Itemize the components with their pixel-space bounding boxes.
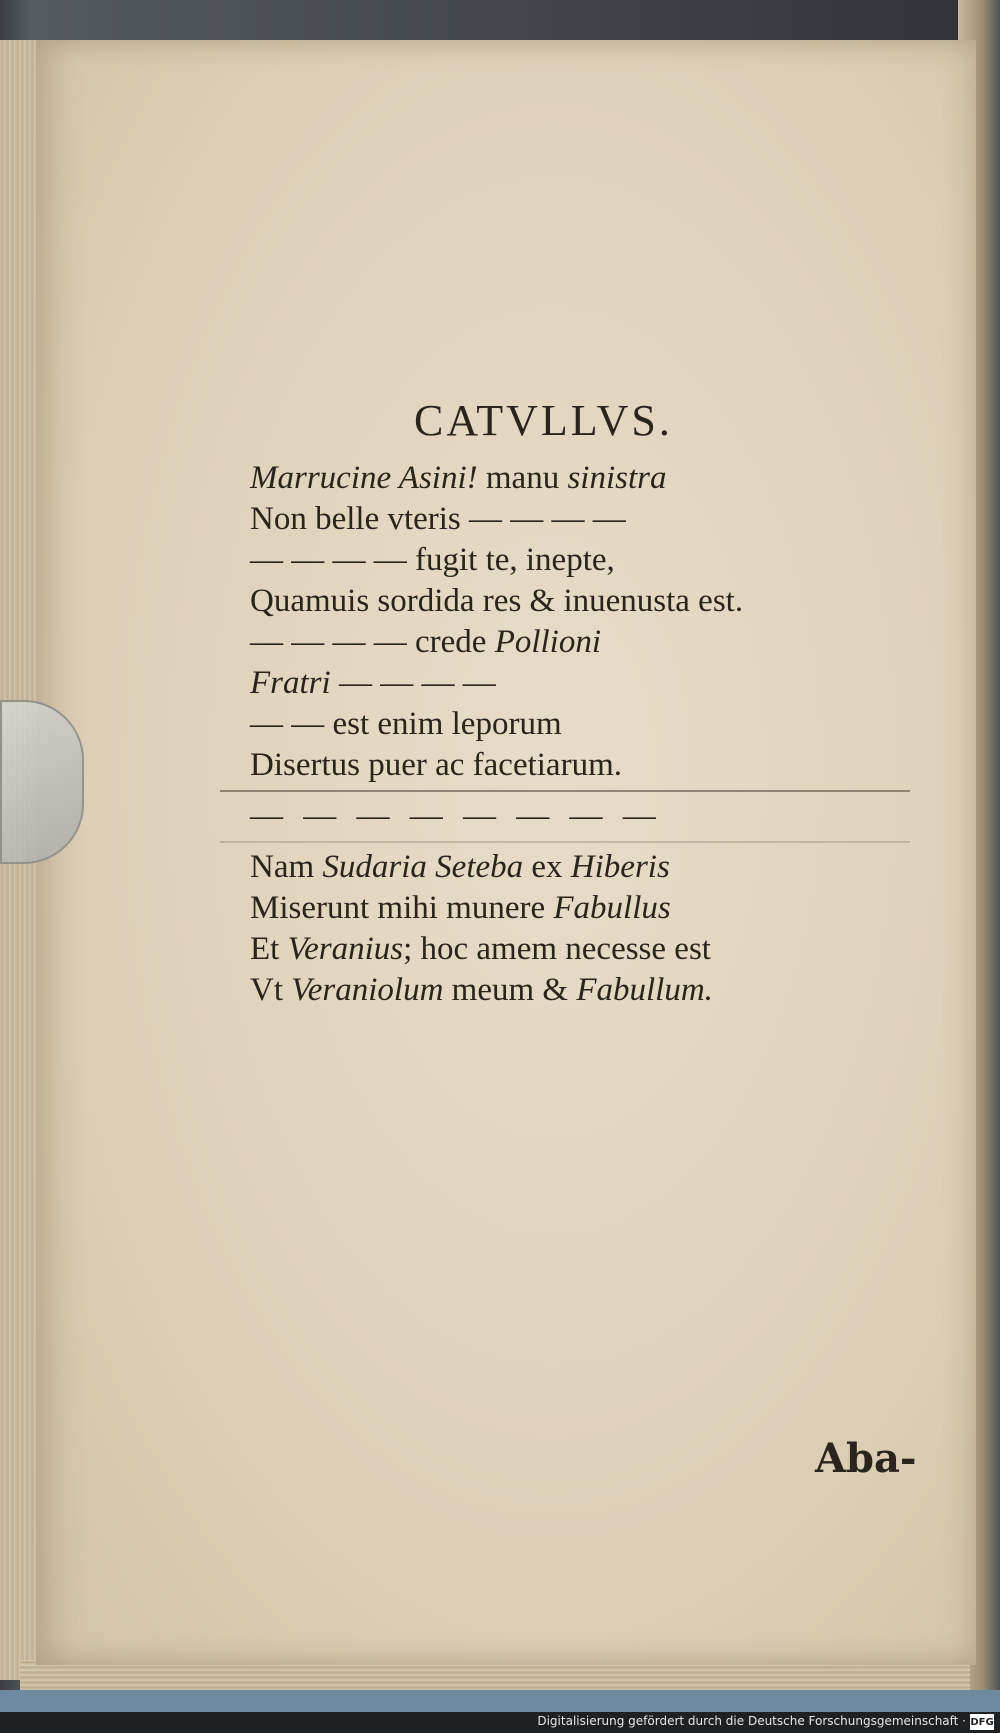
roman-text: Et (250, 931, 288, 967)
poem-line (250, 929, 870, 970)
italic-text: sinistra (567, 460, 667, 496)
roman-text: — — — — crede (250, 624, 495, 660)
poem-line (250, 888, 870, 929)
roman-text: Nam (250, 849, 323, 885)
poem-line (250, 847, 870, 888)
roman-text: ex (523, 849, 571, 885)
roman-text: Miserunt mihi munere (250, 890, 554, 926)
italic-text: Pollioni (494, 624, 602, 660)
separator-rule-2 (220, 841, 910, 843)
page-clip (0, 700, 84, 864)
italic-text: Veranius (287, 931, 404, 967)
poem-line: Non belle vteris — — — — (250, 501, 626, 537)
poem-line (250, 458, 870, 499)
separator-dashes: — — — — — — — — (250, 798, 662, 834)
poem-line: Quamuis sordida res & inuenusta est. (250, 583, 744, 619)
poem-title: CATVLLVS. (414, 396, 673, 445)
italic-text: Veraniolum (291, 972, 444, 1008)
poem-line: Disertus puer ac facetiarum. (250, 747, 622, 783)
italic-text: Fabullum. (576, 972, 713, 1008)
poem-line: — — — — fugit te, inepte, (250, 542, 615, 578)
italic-text: Marrucine Asini! (250, 460, 478, 496)
roman-text: ; hoc amem necesse est (403, 931, 711, 967)
italic-text: Sudaria Seteba (322, 849, 524, 885)
separator-rule (220, 790, 910, 792)
italic-text: Fabullus (553, 890, 671, 926)
roman-text: manu (477, 460, 568, 496)
italic-text: Hiberis (570, 849, 670, 885)
poem (250, 395, 870, 1011)
poem-line (250, 970, 870, 1011)
book-cover (0, 1690, 1000, 1712)
dfg-logo-icon: DFG (970, 1714, 994, 1730)
footer-credit: Digitalisierung gefördert durch die Deutsche Forschungsgemeinschaft · (537, 1714, 966, 1728)
roman-text: Vt (250, 972, 292, 1008)
poem-stanza-1 (250, 458, 870, 786)
poem-line: — — est enim leporum (250, 706, 562, 742)
poem-stanza-2 (250, 847, 870, 1011)
poem-line (250, 622, 870, 663)
catchword: Aba- (815, 1435, 917, 1482)
roman-text: — — — — (330, 665, 496, 701)
roman-text: meum & (443, 972, 577, 1008)
italic-text: Fratri (250, 665, 331, 701)
poem-line (250, 663, 870, 704)
